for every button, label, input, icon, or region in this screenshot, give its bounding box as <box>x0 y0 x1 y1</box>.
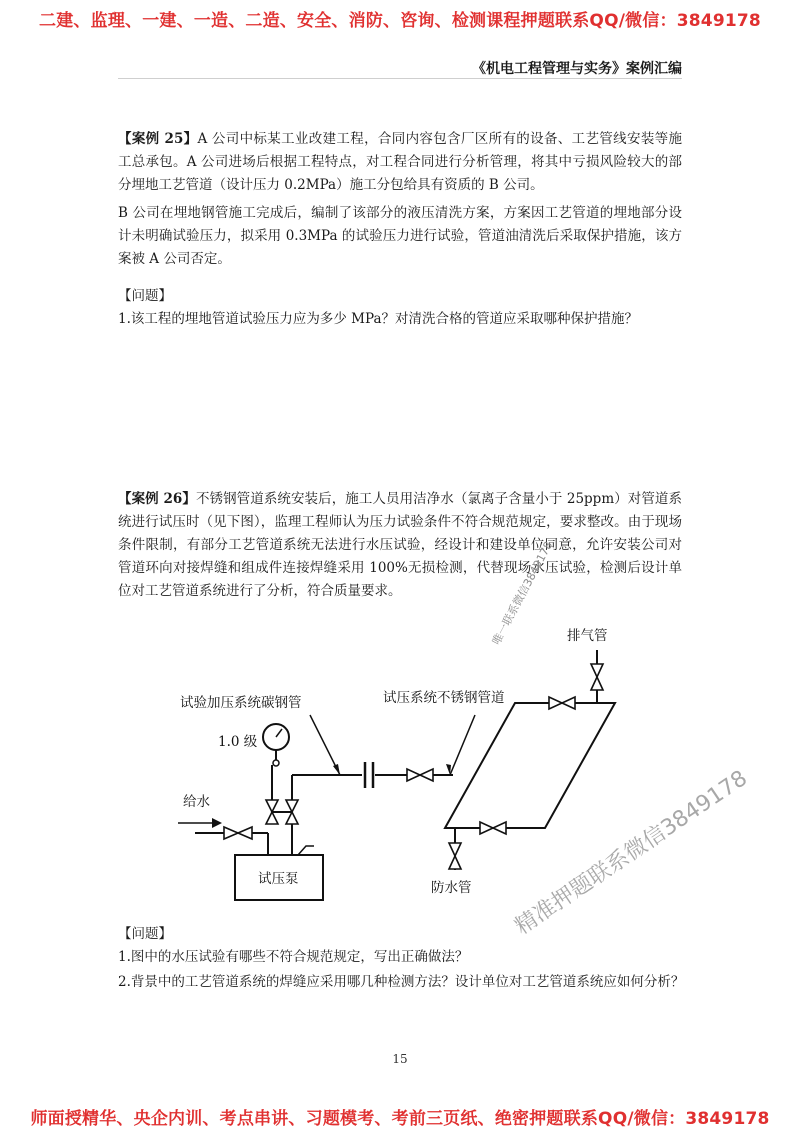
inlet-valve <box>224 827 238 839</box>
label-pump: 试压泵 <box>258 871 299 887</box>
case26-label: 【案例 26】 <box>118 491 196 507</box>
case25-questions-label: 【问题】 <box>118 288 172 304</box>
case26-paragraph <box>118 488 682 603</box>
case25-text-1: A 公司中标某工业改建工程，合同内容包含厂区所有的设备、工艺管线安装等施工总承包。A 公司进场后根据工程特点，对工程合同进行分析管理，将其中亏损风险较大的部分埋地工艺管道（设计压力 0.2MPa）施工分包给具有资质的 B 公司。 <box>118 131 682 193</box>
page-header-title: 《机电工程管理与实务》案例汇编 <box>472 61 682 77</box>
pressure-test-diagram <box>0 615 800 905</box>
case26-text: 不锈钢管道系统安装后，施工人员用洁净水（氯离子含量小于 25ppm）对管道系统进行试压时（见下图），监理工程师认为压力试验条件不符合规范规定，要求整改。由于现场条件限制，有部分工艺管道系统无法进行水压试验，经设计和建设单位同意，允许安装公司对管道环向对接焊缝和组成件连接焊缝采用 100%无损检测，代替现场水压试验，检测后设计单位对工艺管道系统进行了分析，符合质量要求。 <box>118 491 682 599</box>
case25-label: 【案例 25】 <box>118 131 198 147</box>
case25-question-1: 1.该工程的埋地管道试验压力应为多少 MPa？对清洗合格的管道应采取哪种保护措施？ <box>118 311 639 327</box>
case26-questions-label: 【问题】 <box>118 926 172 942</box>
watermark-small: 唯一联系微信3849178 <box>489 539 556 648</box>
label-water-in: 给水 <box>183 794 210 810</box>
drain-valve <box>449 843 461 856</box>
vent-valve <box>591 664 603 677</box>
gauge-valve <box>266 800 278 812</box>
bottom-line-valve <box>480 822 493 834</box>
main-line-valve <box>407 769 420 781</box>
label-carbon-pipe: 试验加压系统碳钢管 <box>180 695 302 711</box>
bottom-banner: 师面授精华、央企内训、考点串讲、习题模考、考前三页纸、绝密押题联系QQ/微信：3849178 <box>30 1109 770 1129</box>
case26-question-2: 2.背景中的工艺管道系统的焊缝应采用哪几种检测方法？设计单位对工艺管道系统应如何分析？ <box>118 974 685 990</box>
case26-question-1: 1.图中的水压试验有哪些不符合规范规定，写出正确做法？ <box>118 949 469 965</box>
label-drain: 防水管 <box>431 880 472 896</box>
label-ss-pipe: 试压系统不锈钢管道 <box>383 690 505 706</box>
case25-paragraph-2: B 公司在埋地钢管施工完成后，编制了该部分的液压清洗方案，方案因工艺管道的埋地部分设计未明确试验压力，拟采用 0.3MPa 的试验压力进行试验，管道油清洗后采取保护措施，该方案被 A 公司否定。 <box>118 205 682 267</box>
watermark-large: 精准押题联系微信3849178 <box>510 765 752 940</box>
header-divider <box>118 78 682 79</box>
case25-paragraph-1 <box>118 128 682 197</box>
page-number: 15 <box>392 1052 408 1066</box>
top-banner: 二建、监理、一建、一造、二造、安全、消防、咨询、检测课程押题联系QQ/微信：3849178 <box>39 11 761 31</box>
top-line-valve <box>549 697 562 709</box>
stainless-pipe-loop <box>445 703 615 828</box>
label-vent: 排气管 <box>567 628 608 644</box>
pump-valve <box>286 800 298 812</box>
label-gauge-class: 1.0 级 <box>218 734 258 750</box>
